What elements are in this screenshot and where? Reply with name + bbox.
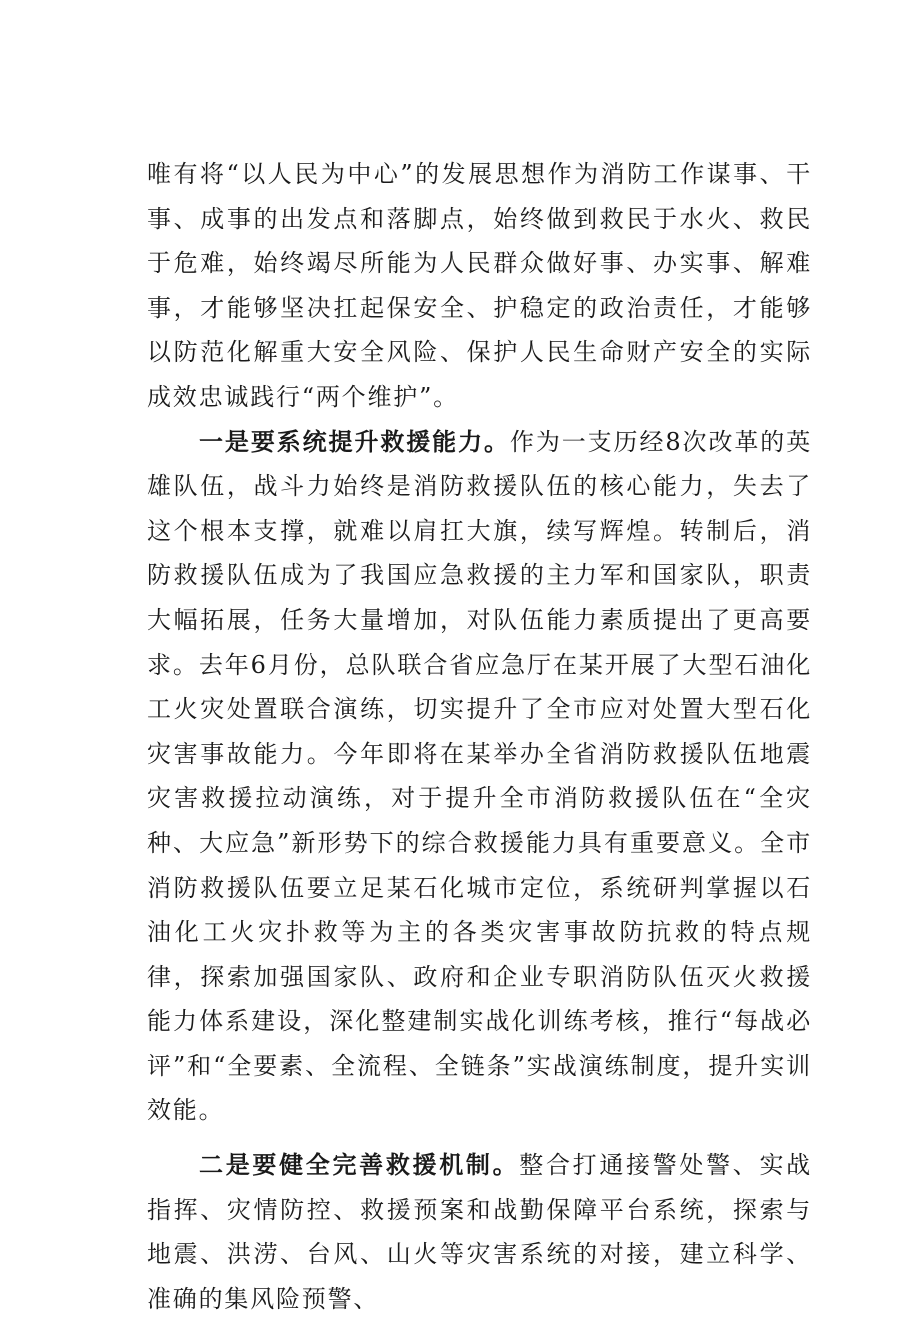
- paragraph-3-text: 整合打通接警处警、实战指挥、灾情防控、救援预案和战勤保障平台系统，探索与地震、洪涝、台风、山火等灾害系统的对接，建立科学、准确的集风险预警、: [147, 1151, 812, 1313]
- paragraph-3: [147, 1143, 812, 1321]
- paragraph-3-heading: 二是要健全完善救援机制。: [199, 1150, 520, 1180]
- paragraph-2: [147, 420, 812, 1134]
- paragraph-2-text: 作为一支历经8次改革的英雄队伍，战斗力始终是消防救援队伍的核心能力，失去了这个根本支撑，就难以肩扛大旗，续写辉煌。转制后，消防救援队伍成为了我国应急救援的主力军和国家队，职责大幅拓展，任务大量增加，对队伍能力素质提出了更高要求。去年6月份，总队联合省应急厅在某开展了大型石油化工火灾处置联合演练，切实提升了全市应对处置大型石化灾害事故能力。今年即将在某举办全省消防救援队伍地震灾害救援拉动演练，对于提升全市消防救援队伍在“全灾种、大应急”新形势下的综合救援能力具有重要意义。全市消防救援队伍要立足某石化城市定位，系统研判掌握以石油化工火灾扑救等为主的各类灾害事故防抗救的特点规律，探索加强国家队、政府和企业专职消防队伍灭火救援能力体系建设，深化整建制实战化训练考核，推行“每战必评”和“全要素、全流程、全链条”实战演练制度，提升实训效能。: [147, 427, 812, 1125]
- body-text: [147, 152, 812, 1321]
- paragraph-1-text: 唯有将“以人民为中心”的发展思想作为消防工作谋事、干事、成事的出发点和落脚点，始终做到救民于水火、救民于危难，始终竭尽所能为人民群众做好事、办实事、解难事，才能够坚决扛起保安全、护稳定的政治责任，才能够以防范化解重大安全风险、保护人民生命财产安全的实际成效忠诚践行“两个维护”。: [147, 160, 812, 411]
- paragraph-2-heading: 一是要系统提升救援能力。: [199, 426, 510, 456]
- paragraph-1: [147, 152, 812, 420]
